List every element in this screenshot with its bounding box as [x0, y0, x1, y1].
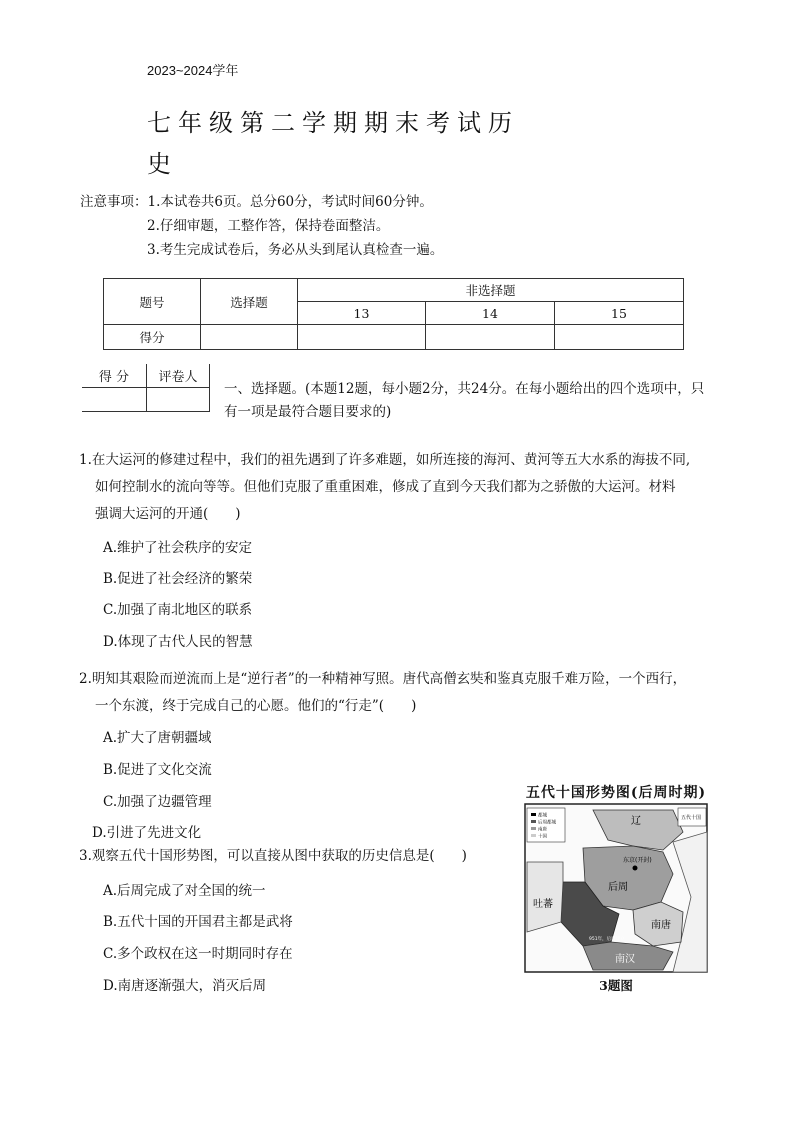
question-1 [79, 447, 719, 528]
legend-item: 后周都城 [538, 820, 556, 826]
map-note: 951年，后周建立 [589, 937, 625, 942]
map-label-liao: 辽 [631, 816, 641, 827]
legend-item: 都城 [538, 813, 547, 819]
option-2b[interactable]: B.促进了文化交流 [103, 762, 212, 778]
option-3a[interactable]: A.后周完成了对全国的统一 [103, 883, 266, 899]
legend-item: 十国 [538, 834, 547, 840]
question-text: 3.观察五代十国形势图，可以直接从图中获取的历史信息是( ) [79, 848, 467, 864]
score-cell-15[interactable] [555, 325, 684, 350]
header-question-no: 题号 [104, 279, 201, 325]
question-text: 一个东渡，终于完成自己的心愿。他们的“行走”( ) [95, 698, 417, 714]
map-label-houzhou: 后周 [608, 882, 628, 893]
legend-item: 南唐 [538, 827, 547, 833]
inset-legend-title: 五代十国 [681, 815, 702, 821]
map-label-kaifeng: 东京(开封) [623, 857, 652, 864]
header-q15: 15 [555, 302, 684, 325]
grader-name-cell[interactable] [147, 388, 210, 412]
school-year: 2023~2024学年 [147, 63, 239, 78]
map-label-nantang: 南唐 [651, 920, 671, 931]
header-nonchoice: 非选择题 [298, 279, 684, 302]
option-2d[interactable]: D.引进了先进文化 [92, 825, 202, 841]
map-figure [523, 782, 709, 998]
option-3c[interactable]: C.多个政权在这一时期同时存在 [103, 946, 293, 962]
score-cell-13[interactable] [298, 325, 426, 350]
question-text: 1.在大运河的修建过程中，我们的祖先遇到了许多难题，如所连接的海河、黄河等五大水系的海拔不同, [79, 452, 691, 468]
score-table [103, 278, 684, 350]
score-cell-choice[interactable] [201, 325, 298, 350]
score-cell-14[interactable] [426, 325, 555, 350]
grader-score-cell[interactable] [82, 388, 147, 412]
header-q13: 13 [298, 302, 426, 325]
page-title: 七年级第二学期期末考试历 [147, 109, 519, 137]
option-1b[interactable]: B.促进了社会经济的繁荣 [103, 571, 253, 587]
option-1d[interactable]: D.体现了古代人民的智慧 [103, 634, 253, 650]
option-3d[interactable]: D.南唐逐渐强大，消灭后周 [103, 978, 267, 994]
option-3b[interactable]: B.五代十国的开国君主都是武将 [103, 914, 293, 930]
question-2 [79, 666, 719, 720]
row-score-label: 得分 [104, 325, 201, 350]
question-text: 如何控制水的流向等等。但他们克服了重重困难，修成了直到今天我们都为之骄傲的大运河。材料 [95, 479, 676, 495]
option-1a[interactable]: A.维护了社会秩序的安定 [103, 540, 253, 556]
map-title: 五代十国形势图(后周时期) [525, 785, 707, 801]
header-q14: 14 [426, 302, 555, 325]
notes-label: 注意事项： [80, 194, 148, 210]
note-item: 2.仔细审题，工整作答，保持卷面整洁。 [147, 218, 390, 234]
grader-score-label: 得 分 [82, 364, 147, 388]
section-heading: 一、选择题。(本题12题，每小题2分，共24分。在每小题给出的四个选项中，只有一项是最符合题目要求的) [224, 381, 705, 420]
region-tubo [527, 862, 563, 932]
map-caption: 3题图 [599, 978, 633, 993]
option-2c[interactable]: C.加强了边疆管理 [103, 794, 212, 810]
note-item: 3.考生完成试卷后，务必从头到尾认真检查一遍。 [147, 242, 444, 258]
legend-swatch-icon [531, 820, 536, 823]
option-1c[interactable]: C.加强了南北地区的联系 [103, 602, 253, 618]
page-title-continued: 史 [147, 150, 171, 178]
legend-swatch-icon [531, 813, 536, 816]
grader-name-label: 评卷人 [147, 364, 210, 388]
question-text: 强调大运河的开通( ) [95, 506, 241, 522]
header-choice: 选择题 [201, 279, 298, 325]
exam-notes [80, 190, 443, 262]
capital-marker-icon [633, 866, 638, 871]
note-item: 1.本试卷共6页。总分60分，考试时间60分钟。 [147, 194, 433, 210]
legend-swatch-icon [531, 827, 536, 830]
map-label-tubo: 吐蕃 [533, 899, 553, 910]
option-2a[interactable]: A.扩大了唐朝疆域 [103, 730, 212, 746]
map-label-nanhan: 南汉 [615, 954, 635, 965]
map-image [523, 802, 709, 974]
grader-box [82, 364, 210, 412]
legend-swatch-icon [531, 834, 536, 837]
question-text: 2.明知其艰险而逆流而上是“逆行者”的一种精神写照。唐代高僧玄奘和鉴真克服千难万险，一个西行， [79, 671, 687, 687]
